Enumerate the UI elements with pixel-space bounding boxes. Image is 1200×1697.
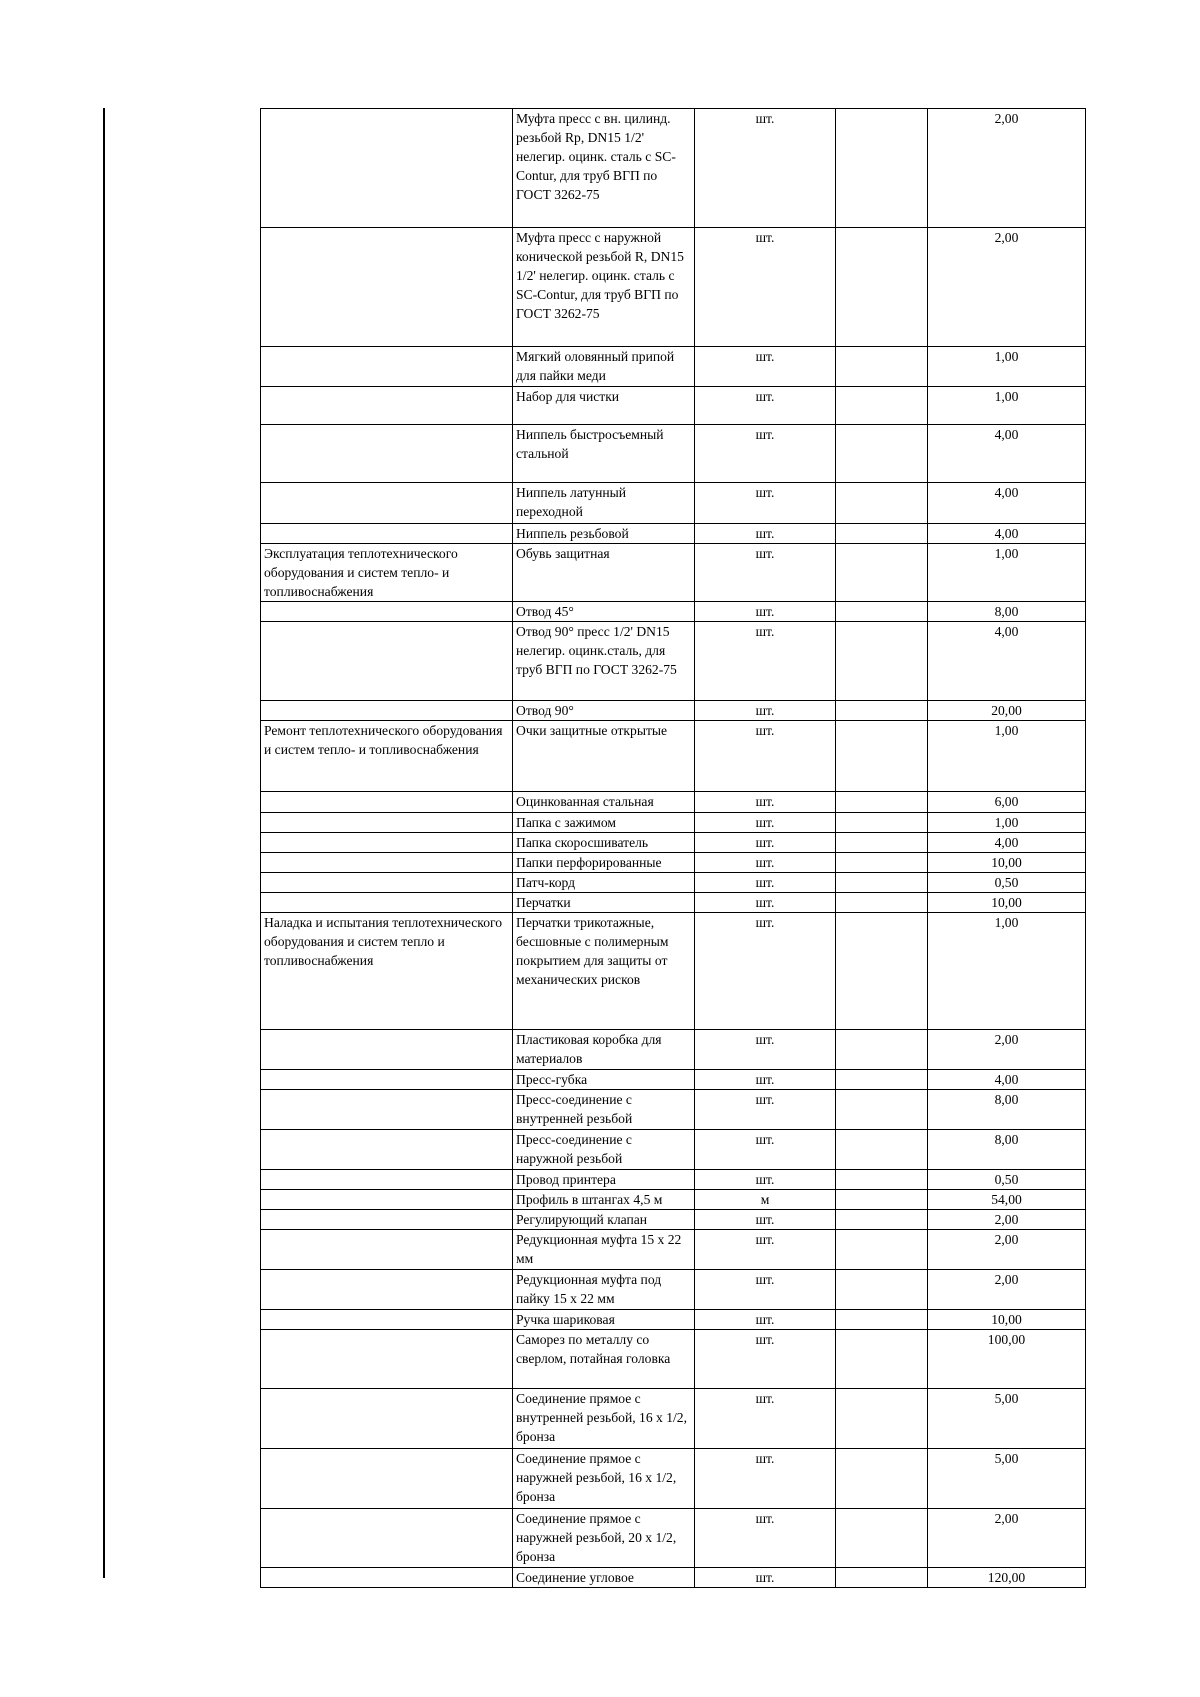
unit-cell: шт. <box>695 1070 836 1090</box>
item-name-cell: Перчатки трикотажные, бесшовные с полимерным покрытием для защиты от механических рисков <box>513 913 695 1030</box>
unit-cell: шт. <box>695 544 836 602</box>
work-cell <box>261 1030 513 1070</box>
materials-table <box>260 108 1086 1588</box>
quantity-cell: 54,00 <box>928 1190 1086 1210</box>
work-cell <box>261 1130 513 1170</box>
work-cell <box>261 1230 513 1270</box>
work-cell <box>261 1270 513 1310</box>
table-row <box>261 387 1086 425</box>
item-name-cell: Патч-корд <box>513 873 695 893</box>
empty-cell <box>836 1030 928 1070</box>
unit-cell: шт. <box>695 1310 836 1330</box>
empty-cell <box>836 1090 928 1130</box>
empty-cell <box>836 1270 928 1310</box>
empty-cell <box>836 1330 928 1389</box>
item-name-cell: Оцинкованная стальная <box>513 792 695 813</box>
unit-cell: шт. <box>695 913 836 1030</box>
unit-cell: шт. <box>695 792 836 813</box>
quantity-cell: 2,00 <box>928 1270 1086 1310</box>
item-name-cell: Пресс-соединение с наружной резьбой <box>513 1130 695 1170</box>
item-name-cell: Профиль в штангах 4,5 м <box>513 1190 695 1210</box>
unit-cell: шт. <box>695 853 836 873</box>
work-cell <box>261 1090 513 1130</box>
quantity-cell: 2,00 <box>928 1509 1086 1568</box>
unit-cell: шт. <box>695 1330 836 1389</box>
work-cell: Наладка и испытания теплотехнического оборудования и систем тепло и топливоснабжения <box>261 913 513 1030</box>
empty-cell <box>836 1070 928 1090</box>
table-row <box>261 1330 1086 1389</box>
empty-cell <box>836 913 928 1030</box>
unit-cell: шт. <box>695 1090 836 1130</box>
item-name-cell: Ниппель латунный переходной <box>513 483 695 524</box>
unit-cell: шт. <box>695 425 836 483</box>
quantity-cell: 5,00 <box>928 1389 1086 1449</box>
unit-cell: шт. <box>695 1270 836 1310</box>
table-row <box>261 1270 1086 1310</box>
table-row <box>261 1190 1086 1210</box>
quantity-cell: 2,00 <box>928 1230 1086 1270</box>
unit-cell: шт. <box>695 1449 836 1509</box>
item-name-cell: Ниппель быстросъемный стальной <box>513 425 695 483</box>
table-row <box>261 1210 1086 1230</box>
unit-cell: шт. <box>695 873 836 893</box>
table-row <box>261 813 1086 833</box>
work-cell <box>261 1310 513 1330</box>
unit-cell: шт. <box>695 524 836 544</box>
unit-cell: шт. <box>695 347 836 387</box>
item-name-cell: Соединение прямое с наружней резьбой, 20 х 1/2, бронза <box>513 1509 695 1568</box>
item-name-cell: Отвод 45° <box>513 602 695 622</box>
table-row <box>261 524 1086 544</box>
quantity-cell: 6,00 <box>928 792 1086 813</box>
quantity-cell: 1,00 <box>928 387 1086 425</box>
item-name-cell: Очки защитные открытые <box>513 721 695 792</box>
table-row <box>261 1090 1086 1130</box>
work-cell <box>261 1449 513 1509</box>
item-name-cell: Отвод 90° <box>513 701 695 721</box>
unit-cell: шт. <box>695 1568 836 1588</box>
quantity-cell: 1,00 <box>928 721 1086 792</box>
table-row <box>261 1230 1086 1270</box>
table-row <box>261 1030 1086 1070</box>
work-cell <box>261 622 513 701</box>
unit-cell: шт. <box>695 602 836 622</box>
item-name-cell: Редукционная муфта 15 х 22 мм <box>513 1230 695 1270</box>
empty-cell <box>836 602 928 622</box>
table-row <box>261 1070 1086 1090</box>
quantity-cell: 4,00 <box>928 524 1086 544</box>
item-name-cell: Папка скоросшиватель <box>513 833 695 853</box>
table-row <box>261 622 1086 701</box>
empty-cell <box>836 524 928 544</box>
table-row <box>261 228 1086 347</box>
quantity-cell: 4,00 <box>928 1070 1086 1090</box>
work-cell: Ремонт теплотехнического оборудования и систем тепло- и топливоснабжения <box>261 721 513 792</box>
quantity-cell: 1,00 <box>928 347 1086 387</box>
unit-cell: шт. <box>695 1170 836 1190</box>
unit-cell: шт. <box>695 893 836 913</box>
empty-cell <box>836 721 928 792</box>
table-row <box>261 602 1086 622</box>
work-cell <box>261 1568 513 1588</box>
quantity-cell: 4,00 <box>928 483 1086 524</box>
table-row <box>261 893 1086 913</box>
table-row <box>261 544 1086 602</box>
quantity-cell: 4,00 <box>928 425 1086 483</box>
work-cell <box>261 387 513 425</box>
unit-cell: шт. <box>695 1230 836 1270</box>
work-cell <box>261 701 513 721</box>
item-name-cell: Ручка шариковая <box>513 1310 695 1330</box>
unit-cell: шт. <box>695 1389 836 1449</box>
work-cell <box>261 425 513 483</box>
empty-cell <box>836 1230 928 1270</box>
work-cell <box>261 813 513 833</box>
item-name-cell: Перчатки <box>513 893 695 913</box>
work-cell <box>261 109 513 228</box>
item-name-cell: Саморез по металлу со сверлом, потайная головка <box>513 1330 695 1389</box>
work-cell <box>261 792 513 813</box>
empty-cell <box>836 1389 928 1449</box>
empty-cell <box>836 792 928 813</box>
quantity-cell: 0,50 <box>928 873 1086 893</box>
quantity-cell: 10,00 <box>928 893 1086 913</box>
quantity-cell: 4,00 <box>928 833 1086 853</box>
work-cell <box>261 1330 513 1389</box>
unit-cell: шт. <box>695 228 836 347</box>
quantity-cell: 5,00 <box>928 1449 1086 1509</box>
empty-cell <box>836 1568 928 1588</box>
item-name-cell: Провод принтера <box>513 1170 695 1190</box>
work-cell <box>261 1170 513 1190</box>
table-row <box>261 425 1086 483</box>
margin-rule <box>103 108 105 1578</box>
work-cell <box>261 1190 513 1210</box>
work-cell <box>261 602 513 622</box>
table-row <box>261 347 1086 387</box>
empty-cell <box>836 1310 928 1330</box>
empty-cell <box>836 425 928 483</box>
table-row <box>261 1170 1086 1190</box>
quantity-cell: 100,00 <box>928 1330 1086 1389</box>
table-row <box>261 792 1086 813</box>
empty-cell <box>836 701 928 721</box>
work-cell <box>261 1210 513 1230</box>
work-cell <box>261 1389 513 1449</box>
quantity-cell: 8,00 <box>928 1130 1086 1170</box>
empty-cell <box>836 1190 928 1210</box>
empty-cell <box>836 544 928 602</box>
unit-cell: шт. <box>695 833 836 853</box>
unit-cell: шт. <box>695 701 836 721</box>
item-name-cell: Редукционная муфта под пайку 15 х 22 мм <box>513 1270 695 1310</box>
table-row <box>261 1310 1086 1330</box>
item-name-cell: Регулирующий клапан <box>513 1210 695 1230</box>
quantity-cell: 0,50 <box>928 1170 1086 1190</box>
unit-cell: шт. <box>695 1210 836 1230</box>
work-cell <box>261 833 513 853</box>
table-row <box>261 701 1086 721</box>
empty-cell <box>836 833 928 853</box>
quantity-cell: 2,00 <box>928 1210 1086 1230</box>
item-name-cell: Пластиковая коробка для материалов <box>513 1030 695 1070</box>
quantity-cell: 10,00 <box>928 1310 1086 1330</box>
empty-cell <box>836 1509 928 1568</box>
table-row <box>261 853 1086 873</box>
empty-cell <box>836 228 928 347</box>
table-row <box>261 1389 1086 1449</box>
table-row <box>261 1130 1086 1170</box>
quantity-cell: 8,00 <box>928 1090 1086 1130</box>
unit-cell: шт. <box>695 1130 836 1170</box>
quantity-cell: 2,00 <box>928 1030 1086 1070</box>
unit-cell: шт. <box>695 387 836 425</box>
unit-cell: шт. <box>695 109 836 228</box>
work-cell <box>261 1070 513 1090</box>
table-row <box>261 721 1086 792</box>
item-name-cell: Папка с зажимом <box>513 813 695 833</box>
quantity-cell: 2,00 <box>928 109 1086 228</box>
work-cell <box>261 1509 513 1568</box>
empty-cell <box>836 1449 928 1509</box>
quantity-cell: 1,00 <box>928 544 1086 602</box>
work-cell <box>261 524 513 544</box>
item-name-cell: Соединение прямое с внутренней резьбой, 16 х 1/2, бронза <box>513 1389 695 1449</box>
item-name-cell: Соединение прямое с наружней резьбой, 16 х 1/2, бронза <box>513 1449 695 1509</box>
item-name-cell: Муфта пресс с наружной конической резьбой R, DN15 1/2' нелегир. оцинк. сталь с SC-Contur, для труб ВГП по ГОСТ 3262-75 <box>513 228 695 347</box>
table-row <box>261 1509 1086 1568</box>
item-name-cell: Муфта пресс с вн. цилинд. резьбой Rp, DN15 1/2' нелегир. оцинк. сталь с SC-Contur, для труб ВГП по ГОСТ 3262-75 <box>513 109 695 228</box>
work-cell <box>261 228 513 347</box>
item-name-cell: Ниппель резьбовой <box>513 524 695 544</box>
empty-cell <box>836 387 928 425</box>
unit-cell: шт. <box>695 483 836 524</box>
empty-cell <box>836 347 928 387</box>
work-cell <box>261 347 513 387</box>
table-row <box>261 1568 1086 1588</box>
empty-cell <box>836 1130 928 1170</box>
work-cell <box>261 873 513 893</box>
item-name-cell: Отвод 90° пресс 1/2' DN15 нелегир. оцинк.сталь, для труб ВГП по ГОСТ 3262-75 <box>513 622 695 701</box>
empty-cell <box>836 813 928 833</box>
quantity-cell: 10,00 <box>928 853 1086 873</box>
item-name-cell: Мягкий оловянный припой для пайки меди <box>513 347 695 387</box>
quantity-cell: 1,00 <box>928 913 1086 1030</box>
quantity-cell: 20,00 <box>928 701 1086 721</box>
table-row <box>261 483 1086 524</box>
quantity-cell: 8,00 <box>928 602 1086 622</box>
quantity-cell: 2,00 <box>928 228 1086 347</box>
unit-cell: шт. <box>695 622 836 701</box>
item-name-cell: Пресс-соединение с внутренней резьбой <box>513 1090 695 1130</box>
work-cell: Эксплуатация теплотехнического оборудования и систем тепло- и топливоснабжения <box>261 544 513 602</box>
unit-cell: шт. <box>695 813 836 833</box>
quantity-cell: 4,00 <box>928 622 1086 701</box>
work-cell <box>261 853 513 873</box>
item-name-cell: Соединение угловое <box>513 1568 695 1588</box>
item-name-cell: Пресс-губка <box>513 1070 695 1090</box>
unit-cell: шт. <box>695 1509 836 1568</box>
table-row <box>261 913 1086 1030</box>
empty-cell <box>836 873 928 893</box>
item-name-cell: Обувь защитная <box>513 544 695 602</box>
table-row <box>261 873 1086 893</box>
empty-cell <box>836 1170 928 1190</box>
unit-cell: шт. <box>695 721 836 792</box>
empty-cell <box>836 483 928 524</box>
work-cell <box>261 893 513 913</box>
table-row <box>261 1449 1086 1509</box>
quantity-cell: 120,00 <box>928 1568 1086 1588</box>
table-row <box>261 833 1086 853</box>
item-name-cell: Набор для чистки <box>513 387 695 425</box>
empty-cell <box>836 109 928 228</box>
work-cell <box>261 483 513 524</box>
unit-cell: шт. <box>695 1030 836 1070</box>
empty-cell <box>836 893 928 913</box>
empty-cell <box>836 622 928 701</box>
empty-cell <box>836 1210 928 1230</box>
empty-cell <box>836 853 928 873</box>
table-row <box>261 109 1086 228</box>
item-name-cell: Папки перфорированные <box>513 853 695 873</box>
unit-cell: м <box>695 1190 836 1210</box>
quantity-cell: 1,00 <box>928 813 1086 833</box>
